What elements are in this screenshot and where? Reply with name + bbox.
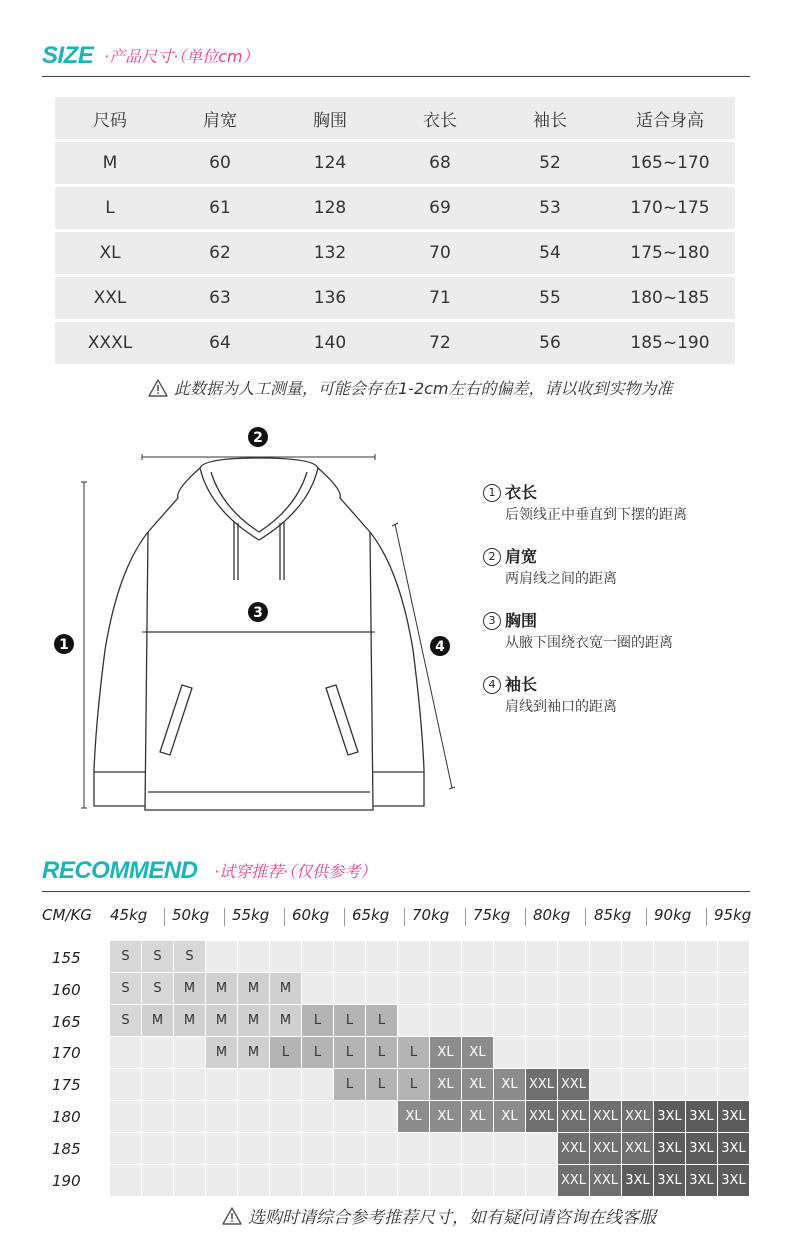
grid-row [110, 941, 750, 973]
grid-cell: L [270, 1037, 301, 1068]
marker-2 [248, 427, 268, 447]
grid-cell [110, 1165, 141, 1196]
grid-cell [686, 941, 717, 972]
grid-cell: M [238, 973, 269, 1004]
table-cell: XL [99, 243, 121, 263]
grid-cell [686, 973, 717, 1004]
size-title-cn: ·产品尺寸·（单位cm） [104, 47, 259, 66]
legend-title: 胸围 [505, 611, 538, 630]
table-cell: L [105, 198, 115, 218]
grid-cell [238, 1101, 269, 1132]
marker-3-label: 3 [253, 605, 263, 621]
grid-cell: L [302, 1005, 333, 1036]
grid-cell [142, 1037, 173, 1068]
grid-cell: L [334, 1069, 365, 1100]
grid-cell [494, 1133, 525, 1164]
grid-cell [398, 1005, 429, 1036]
grid-cell: 3XL [718, 1101, 749, 1132]
grid-cell [718, 1037, 749, 1068]
size-section-header [42, 42, 750, 77]
table-cell: 128 [313, 198, 347, 218]
grid-cell [142, 1165, 173, 1196]
grid-cell [430, 1005, 461, 1036]
grid-cell [110, 1101, 141, 1132]
grid-cell [398, 1165, 429, 1196]
grid-cell [238, 941, 269, 972]
grid-cell [302, 1069, 333, 1100]
grid-cell: L [302, 1037, 333, 1068]
grid-cell [462, 973, 493, 1004]
grid-cell [142, 1133, 173, 1164]
grid-cell [462, 1133, 493, 1164]
grid-cell [590, 1005, 621, 1036]
grid-cell [430, 941, 461, 972]
grid-cell [206, 1069, 237, 1100]
grid-row [110, 1005, 750, 1037]
grid-cell: L [334, 1037, 365, 1068]
table-row [55, 142, 735, 184]
size-title-en: SIZE [42, 42, 94, 69]
grid-cell: XL [462, 1101, 493, 1132]
grid-row [110, 1165, 750, 1197]
grid-cell [302, 973, 333, 1004]
table-cell: 165~170 [630, 153, 710, 173]
legend-item [483, 545, 687, 589]
grid-cell [174, 1101, 205, 1132]
weight-label: 50kg [172, 906, 210, 924]
marker-4 [430, 636, 450, 656]
legend-desc: 两肩线之间的距离 [505, 571, 617, 587]
grid-cell [366, 1101, 397, 1132]
grid-cell [526, 1005, 557, 1036]
table-cell: 170~175 [630, 198, 710, 218]
size-table-header-row [55, 97, 735, 139]
grid-cell [462, 1005, 493, 1036]
marker-1-label: 1 [59, 637, 69, 653]
table-cell: 72 [429, 333, 451, 353]
grid-row [110, 1101, 750, 1133]
table-cell: 61 [209, 198, 231, 218]
grid-cell: S [110, 941, 141, 972]
grid-cell: S [174, 941, 205, 972]
grid-cell: XXL [590, 1165, 621, 1196]
grid-cell [622, 1069, 653, 1100]
grid-cell [206, 1101, 237, 1132]
grid-cell: XL [494, 1069, 525, 1100]
grid-row [110, 1069, 750, 1101]
weight-label: 80kg [533, 906, 571, 924]
grid-cell: XXL [558, 1133, 589, 1164]
legend-title: 肩宽 [505, 547, 538, 566]
grid-cell [110, 1133, 141, 1164]
grid-cell: M [238, 1037, 269, 1068]
weight-label: 75kg [473, 906, 511, 924]
legend-num: 1 [483, 484, 501, 502]
grid-cell [302, 1165, 333, 1196]
legend-desc: 肩线到袖口的距离 [505, 699, 617, 715]
measure-note [148, 376, 673, 399]
grid-cell: XXL [558, 1165, 589, 1196]
grid-cell [334, 1165, 365, 1196]
table-cell: XXL [93, 288, 127, 308]
table-row [55, 187, 735, 229]
weight-label: 70kg [412, 906, 450, 924]
grid-cell [558, 1005, 589, 1036]
grid-row [110, 973, 750, 1005]
grid-cell [686, 1005, 717, 1036]
grid-cell: XL [430, 1037, 461, 1068]
grid-cell [526, 1037, 557, 1068]
grid-cell [366, 1133, 397, 1164]
recommend-axis-header [42, 906, 750, 928]
grid-row [110, 1037, 750, 1069]
axis-corner-label: CM/KG [42, 906, 92, 924]
table-row [55, 232, 735, 274]
legend-desc: 后领线正中垂直到下摆的距离 [505, 507, 687, 523]
grid-cell [558, 941, 589, 972]
table-cell: 60 [209, 153, 231, 173]
grid-cell [558, 973, 589, 1004]
legend-num: 2 [483, 548, 501, 566]
grid-cell: XXL [526, 1069, 557, 1100]
weight-label: 95kg [714, 906, 752, 924]
recommend-title-en: RECOMMEND [42, 857, 198, 884]
height-label: 190 [52, 1172, 81, 1190]
table-row [55, 277, 735, 319]
table-cell: 62 [209, 243, 231, 263]
grid-cell [686, 1037, 717, 1068]
grid-cell [398, 1133, 429, 1164]
table-cell: 69 [429, 198, 451, 218]
grid-cell: S [142, 941, 173, 972]
marker-3 [248, 602, 268, 622]
grid-cell [110, 1069, 141, 1100]
marker-1 [54, 634, 74, 654]
weight-label: 90kg [654, 906, 692, 924]
grid-cell [462, 941, 493, 972]
grid-cell [334, 1101, 365, 1132]
grid-cell [174, 1037, 205, 1068]
table-cell: 53 [539, 198, 561, 218]
grid-cell [238, 1133, 269, 1164]
grid-cell [526, 1133, 557, 1164]
grid-cell: XL [494, 1101, 525, 1132]
legend-title: 袖长 [505, 675, 538, 694]
grid-cell [526, 941, 557, 972]
grid-cell [206, 1165, 237, 1196]
grid-cell: S [110, 1005, 141, 1036]
grid-cell [718, 941, 749, 972]
grid-cell [334, 941, 365, 972]
grid-cell [206, 941, 237, 972]
grid-cell [494, 973, 525, 1004]
header-cell: 肩宽 [203, 110, 237, 131]
grid-cell: M [206, 1005, 237, 1036]
table-cell: 52 [539, 153, 561, 173]
grid-cell: M [238, 1005, 269, 1036]
grid-cell: M [206, 973, 237, 1004]
grid-cell [334, 973, 365, 1004]
grid-cell [622, 1037, 653, 1068]
grid-cell: XXL [590, 1101, 621, 1132]
grid-cell [654, 973, 685, 1004]
table-cell: 71 [429, 288, 451, 308]
header-cell: 袖长 [533, 110, 567, 131]
grid-cell [366, 941, 397, 972]
grid-cell [174, 1133, 205, 1164]
grid-cell [430, 1165, 461, 1196]
grid-cell [270, 1165, 301, 1196]
grid-cell [494, 941, 525, 972]
weight-label: 45kg [110, 906, 148, 924]
legend-item [483, 609, 687, 653]
grid-cell: M [142, 1005, 173, 1036]
warning-icon [222, 1207, 242, 1225]
grid-cell: XXL [590, 1133, 621, 1164]
table-cell: 124 [313, 153, 347, 173]
recommend-note-text: 选购时请综合参考推荐尺寸，如有疑问请咨询在线客服 [248, 1208, 656, 1228]
legend-title: 衣长 [505, 483, 538, 502]
table-cell: 180~185 [630, 288, 710, 308]
grid-cell: 3XL [654, 1101, 685, 1132]
header-cell: 胸围 [313, 110, 347, 131]
height-label: 165 [52, 1013, 81, 1031]
height-label: 180 [52, 1108, 81, 1126]
grid-cell: L [398, 1069, 429, 1100]
legend-item [483, 481, 687, 525]
legend-num: 4 [483, 676, 501, 694]
weight-label: 85kg [594, 906, 632, 924]
grid-cell [590, 973, 621, 1004]
grid-cell [462, 1165, 493, 1196]
grid-cell [302, 941, 333, 972]
legend-num: 3 [483, 612, 501, 630]
table-cell: 70 [429, 243, 451, 263]
grid-cell [366, 973, 397, 1004]
grid-cell: 3XL [686, 1133, 717, 1164]
grid-cell: M [270, 1005, 301, 1036]
table-cell: 56 [539, 333, 561, 353]
weight-label: 60kg [292, 906, 330, 924]
grid-cell [590, 941, 621, 972]
grid-cell: S [142, 973, 173, 1004]
table-cell: M [102, 153, 118, 173]
grid-cell: XXL [526, 1101, 557, 1132]
table-cell: 185~190 [630, 333, 710, 353]
size-recommend-grid [110, 941, 750, 1197]
legend-desc: 从腋下围绕衣宽一圈的距离 [505, 635, 673, 651]
grid-cell [174, 1165, 205, 1196]
grid-cell [494, 1037, 525, 1068]
grid-cell [302, 1101, 333, 1132]
table-cell: 63 [209, 288, 231, 308]
marker-2-label: 2 [253, 430, 263, 446]
grid-cell: M [206, 1037, 237, 1068]
grid-cell [526, 1165, 557, 1196]
grid-cell [622, 941, 653, 972]
grid-cell [622, 1005, 653, 1036]
table-cell: 64 [209, 333, 231, 353]
warning-icon [148, 379, 168, 397]
grid-cell [270, 1069, 301, 1100]
grid-cell: M [174, 973, 205, 1004]
header-cell: 尺码 [93, 110, 127, 131]
table-cell: 175~180 [630, 243, 710, 263]
legend-item [483, 673, 687, 717]
grid-cell [238, 1069, 269, 1100]
grid-cell: XL [398, 1101, 429, 1132]
grid-cell: XL [462, 1069, 493, 1100]
grid-cell [590, 1069, 621, 1100]
height-label: 155 [52, 949, 81, 967]
grid-cell: L [366, 1069, 397, 1100]
grid-cell: XL [430, 1069, 461, 1100]
height-label: 170 [52, 1044, 81, 1062]
grid-cell [654, 941, 685, 972]
grid-cell: S [110, 973, 141, 1004]
grid-cell [718, 973, 749, 1004]
grid-cell: 3XL [718, 1133, 749, 1164]
grid-cell: L [366, 1005, 397, 1036]
header-cell: 适合身高 [636, 110, 704, 131]
grid-cell [270, 941, 301, 972]
grid-cell: L [366, 1037, 397, 1068]
grid-cell: M [270, 973, 301, 1004]
table-cell: XXXL [87, 333, 133, 353]
table-cell: 55 [539, 288, 561, 308]
measurement-legend [483, 481, 687, 737]
hoodie-measurement-diagram [40, 420, 470, 820]
grid-cell [654, 1037, 685, 1068]
grid-cell [590, 1037, 621, 1068]
grid-cell: 3XL [622, 1165, 653, 1196]
grid-cell [558, 1037, 589, 1068]
header-cell: 衣长 [423, 110, 457, 131]
table-cell: 136 [313, 288, 347, 308]
grid-cell [270, 1101, 301, 1132]
size-table [55, 97, 735, 367]
grid-cell [334, 1133, 365, 1164]
grid-cell [526, 973, 557, 1004]
grid-row [110, 1133, 750, 1165]
grid-cell: XL [430, 1101, 461, 1132]
grid-cell [718, 1069, 749, 1100]
grid-cell [142, 1069, 173, 1100]
height-label: 160 [52, 981, 81, 999]
grid-cell: XXL [558, 1069, 589, 1100]
height-label: 185 [52, 1140, 81, 1158]
grid-cell [622, 973, 653, 1004]
grid-cell: XXL [558, 1101, 589, 1132]
grid-cell [398, 941, 429, 972]
grid-cell [142, 1101, 173, 1132]
grid-cell [302, 1133, 333, 1164]
grid-cell [686, 1069, 717, 1100]
grid-cell: L [398, 1037, 429, 1068]
grid-cell: 3XL [718, 1165, 749, 1196]
grid-cell: XXL [622, 1133, 653, 1164]
grid-cell [494, 1165, 525, 1196]
table-cell: 68 [429, 153, 451, 173]
grid-cell [430, 973, 461, 1004]
grid-cell: 3XL [686, 1165, 717, 1196]
recommend-title-cn: ·试穿推荐·（仅供参考） [214, 862, 377, 881]
grid-cell [174, 1069, 205, 1100]
table-cell: 54 [539, 243, 561, 263]
grid-cell [654, 1069, 685, 1100]
weight-label: 65kg [352, 906, 390, 924]
grid-cell [430, 1133, 461, 1164]
weight-label: 55kg [232, 906, 270, 924]
grid-cell: 3XL [654, 1165, 685, 1196]
grid-cell [206, 1133, 237, 1164]
grid-cell: XXL [622, 1101, 653, 1132]
grid-cell [110, 1037, 141, 1068]
table-cell: 140 [313, 333, 347, 353]
height-label: 175 [52, 1076, 81, 1094]
recommend-section-header [42, 857, 750, 892]
grid-cell [398, 973, 429, 1004]
grid-cell: L [334, 1005, 365, 1036]
grid-cell [366, 1165, 397, 1196]
marker-4-label: 4 [435, 639, 445, 655]
grid-cell [718, 1005, 749, 1036]
grid-cell: XL [462, 1037, 493, 1068]
measure-note-text: 此数据为人工测量，可能会存在1-2cm左右的偏差，请以收到实物为准 [174, 379, 673, 398]
recommend-note [222, 1203, 656, 1228]
grid-cell [238, 1165, 269, 1196]
grid-cell [494, 1005, 525, 1036]
grid-cell [654, 1005, 685, 1036]
grid-cell: 3XL [686, 1101, 717, 1132]
grid-cell: M [174, 1005, 205, 1036]
grid-cell: 3XL [654, 1133, 685, 1164]
table-cell: 132 [313, 243, 347, 263]
grid-cell [270, 1133, 301, 1164]
table-row [55, 322, 735, 364]
